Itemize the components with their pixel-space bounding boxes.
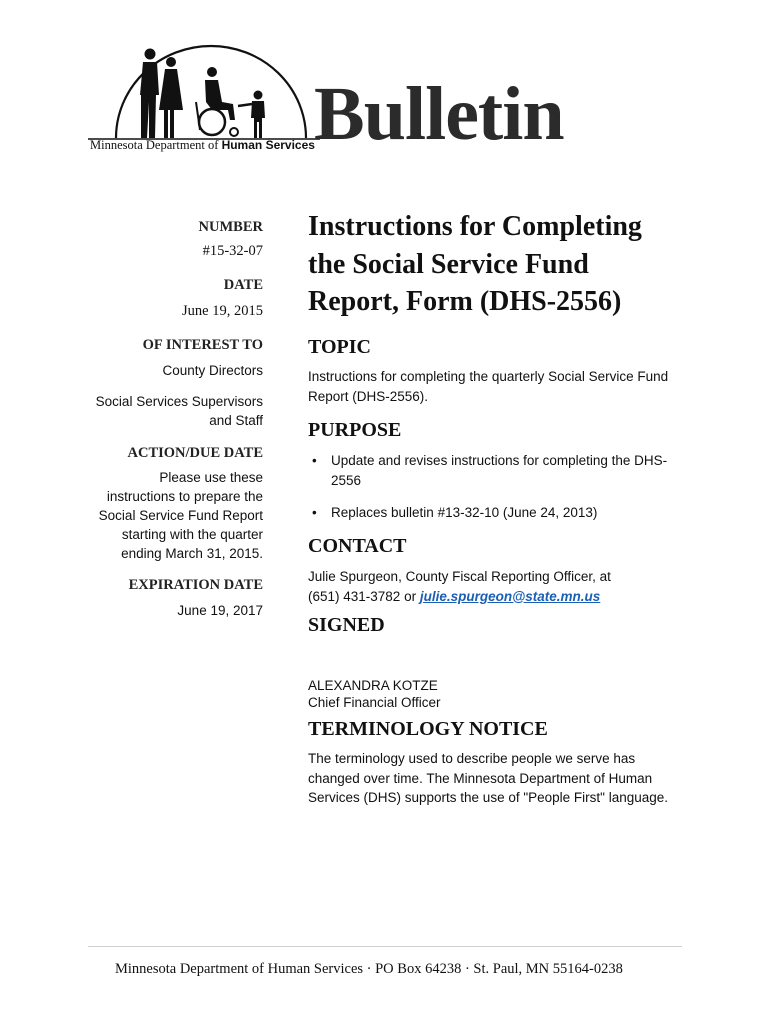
footer-divider: [88, 946, 682, 947]
terminology-line: changed over time. The Minnesota Department of Human: [308, 770, 653, 786]
action-line: Please use these: [159, 470, 263, 485]
signer-title: Chief Financial Officer: [308, 695, 441, 710]
interest-item: and Staff: [209, 413, 263, 428]
expiration-label: EXPIRATION DATE: [128, 577, 263, 593]
expiration-value: June 19, 2017: [177, 603, 263, 618]
date-label: DATE: [223, 277, 263, 293]
signer-block: [308, 677, 693, 711]
purpose-bullet-text: Replaces bulletin #13-32-10 (June 24, 2013): [331, 505, 598, 520]
action-line: instructions to prepare the: [106, 489, 263, 504]
purpose-heading: PURPOSE: [308, 419, 402, 441]
terminology-heading: TERMINOLOGY NOTICE: [308, 718, 548, 740]
contact-heading: CONTACT: [308, 535, 407, 557]
number-label: NUMBER: [198, 219, 263, 235]
topic-heading: TOPIC: [308, 336, 371, 358]
org-name-prefix: Minnesota Department of: [90, 138, 219, 152]
action-line: ending March 31, 2015.: [121, 546, 263, 561]
dhs-logo: [88, 40, 320, 152]
purpose-bullet-line: 2556: [331, 472, 362, 488]
action-line: starting with the quarter: [121, 527, 263, 542]
date-value: June 19, 2015: [182, 303, 263, 319]
contact-line: [308, 587, 693, 607]
topic-text: [308, 367, 693, 406]
heading-line: Report, Form (DHS-2556): [308, 286, 622, 317]
footer-address: Minnesota Department of Human Services · PO Box 64238 · St. Paul, MN 55164-0238: [115, 961, 623, 977]
interest-label: OF INTEREST TO: [142, 337, 263, 353]
topic-line: Report (DHS-2556).: [308, 388, 429, 404]
bullet-icon: •: [312, 505, 317, 520]
terminology-text: [308, 749, 693, 808]
action-line: Social Service Fund Report: [98, 508, 263, 523]
purpose-bullet-line: Update and revises instructions for completing the DHS-: [331, 453, 668, 468]
number-value: #15-32-07: [202, 243, 263, 259]
contact-email-link[interactable]: julie.spurgeon@state.mn.us: [419, 588, 601, 604]
org-name-bold: Human Services: [221, 138, 315, 152]
contact-text: [308, 567, 693, 606]
terminology-line: The terminology used to describe people we serve has: [308, 751, 636, 766]
signer-name: ALEXANDRA KOTZE: [308, 678, 438, 693]
interest-item: County Directors: [162, 363, 263, 378]
bulletin-title: Bulletin: [314, 72, 564, 156]
bulletin-heading: [308, 208, 693, 321]
terminology-line: Services (DHS) supports the use of "People First" language.: [308, 790, 669, 805]
contact-line: Julie Spurgeon, County Fiscal Reporting Officer, at: [308, 569, 611, 584]
action-label: ACTION/DUE DATE: [127, 445, 263, 461]
bullet-icon: •: [312, 453, 317, 468]
heading-line: Instructions for Completing: [308, 211, 642, 242]
signed-heading: SIGNED: [308, 614, 385, 636]
interest-item: Social Services Supervisors: [95, 394, 263, 409]
contact-phone: (651) 431-3782 or: [308, 588, 417, 604]
topic-line: Instructions for completing the quarterly Social Service Fund: [308, 369, 669, 384]
org-name: [90, 138, 315, 153]
heading-line: the Social Service Fund: [308, 248, 589, 280]
